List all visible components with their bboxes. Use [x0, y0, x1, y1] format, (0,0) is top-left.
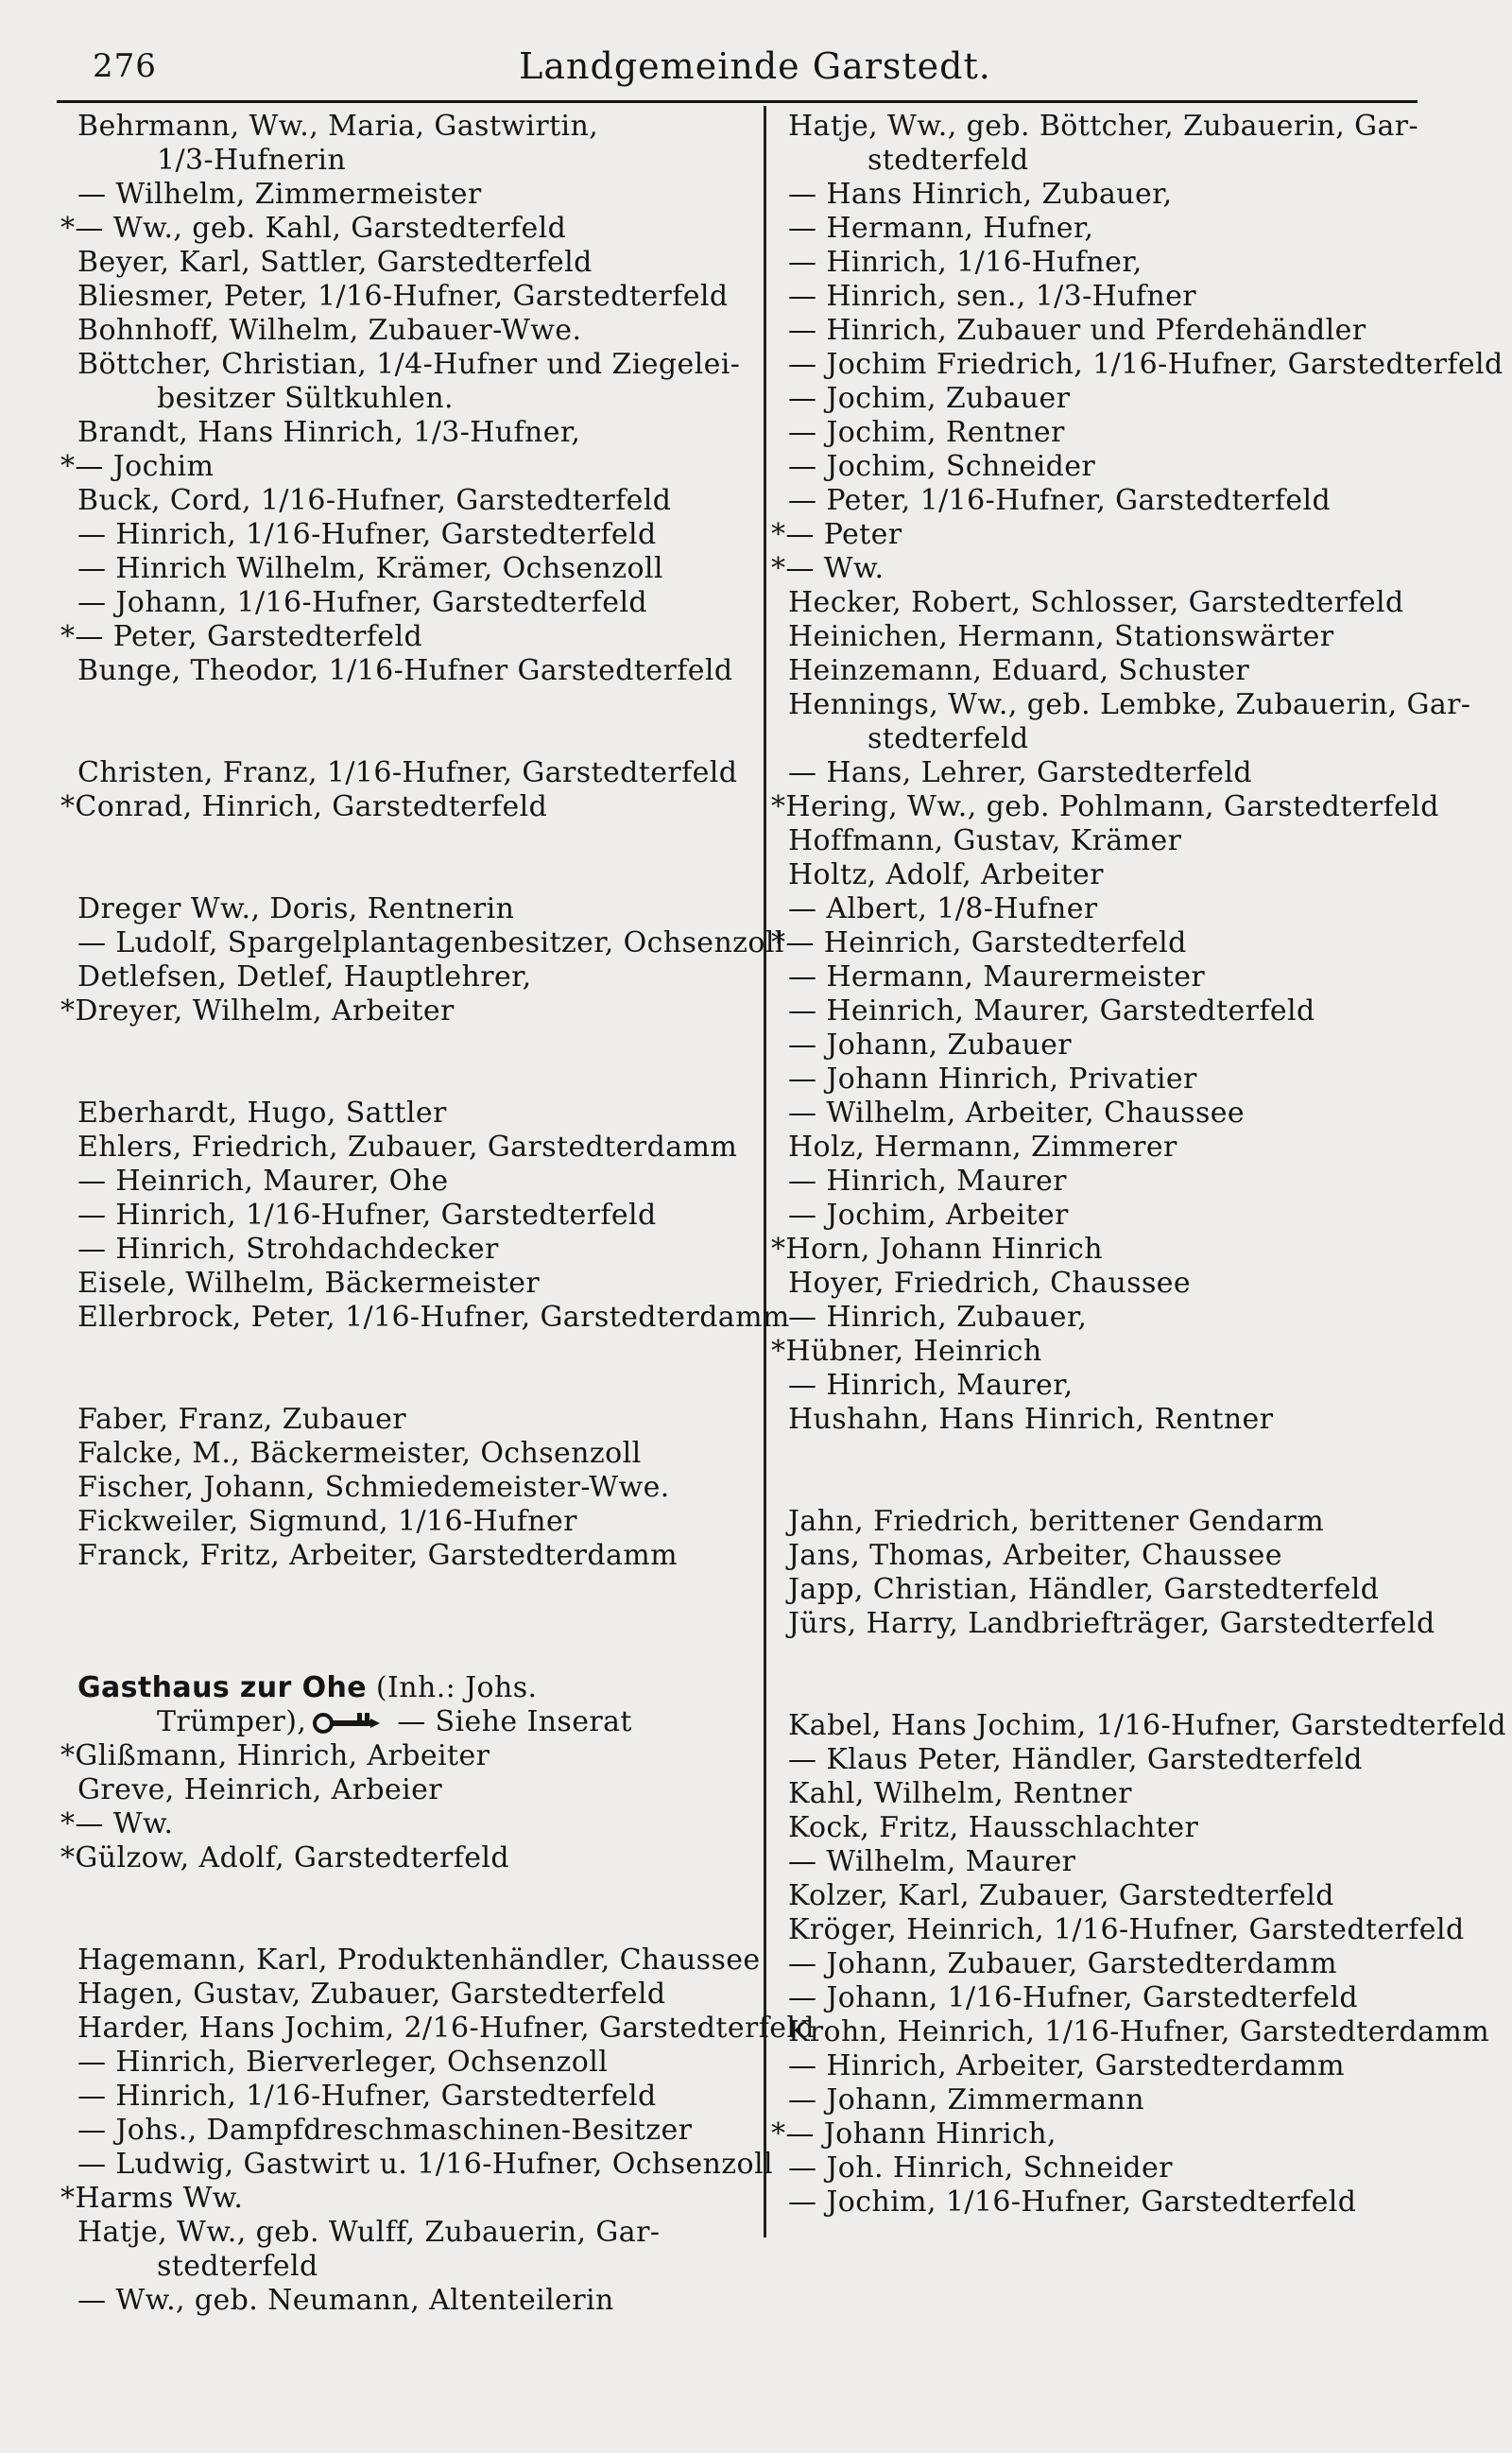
- directory-entry: [771, 552, 1450, 586]
- directory-entry: [60, 790, 748, 824]
- directory-entry: [788, 1811, 1450, 1845]
- section-gap: [77, 1573, 748, 1671]
- entry-text: *— Ww.: [771, 552, 885, 585]
- entry-text: — Hinrich, 1/16-Hufner, Garstedterfeld: [77, 1199, 657, 1232]
- entry-text: Jahn, Friedrich, berittener Gendarm: [788, 1505, 1325, 1538]
- directory-entry: [771, 1335, 1450, 1369]
- directory-entry: [771, 518, 1450, 552]
- directory-entry: [788, 1505, 1450, 1539]
- directory-entry: [77, 178, 748, 212]
- entry-text: Ellerbrock, Peter, 1/16-Hufner, Garstedterdamm: [77, 1301, 790, 1334]
- entry-text: Krohn, Heinrich, 1/16-Hufner, Garstedterdamm: [788, 2015, 1490, 2048]
- entry-text: — Ww., geb. Neumann, Altenteilerin: [77, 2284, 614, 2317]
- entry-text: — Albert, 1/8-Hufner: [788, 892, 1098, 925]
- entry-text: Fischer, Johann, Schmiedemeister-Wwe.: [77, 1471, 670, 1504]
- section-gap: [77, 1335, 748, 1403]
- entry-business-name: Gasthaus zur Ohe: [77, 1671, 367, 1704]
- directory-entry: [77, 1233, 748, 1267]
- directory-entry: [77, 1437, 748, 1471]
- entry-text: 1/3-Hufnerin: [157, 144, 347, 177]
- directory-entry: [60, 212, 748, 246]
- entry-text: — Hans, Lehrer, Garstedterfeld: [788, 756, 1252, 789]
- entry-text: Jans, Thomas, Arbeiter, Chaussee: [788, 1539, 1282, 1572]
- directory-entry: [77, 586, 748, 620]
- entry-text: *— Heinrich, Garstedterfeld: [771, 926, 1187, 959]
- directory-entry: [77, 1199, 748, 1233]
- directory-entry: [77, 348, 748, 382]
- directory-entry: [77, 2216, 748, 2250]
- entry-text: — Wilhelm, Zimmermeister: [77, 178, 482, 211]
- entry-text: — Jochim, Zubauer: [788, 382, 1071, 415]
- entry-text: Japp, Christian, Händler, Garstedterfeld: [788, 1573, 1380, 1606]
- entry-text: Ehlers, Friedrich, Zubauer, Garstedterdamm: [77, 1131, 738, 1164]
- entry-text: Eberhardt, Hugo, Sattler: [77, 1097, 447, 1130]
- entry-text: Jürs, Harry, Landbriefträger, Garstedterfeld: [788, 1607, 1435, 1640]
- directory-entry: [788, 1947, 1450, 1981]
- right-column: [771, 110, 1507, 2220]
- directory-entry: [788, 1845, 1450, 1879]
- directory-entry: [77, 2284, 748, 2318]
- section-gap: [77, 1875, 748, 1943]
- entry-text: *Glißmann, Hinrich, Arbeiter: [60, 1739, 490, 1772]
- entry-text: stedterfeld: [157, 2250, 318, 2283]
- directory-entry: [788, 1573, 1450, 1607]
- directory-entry: [77, 1131, 748, 1165]
- directory-entry: [77, 110, 748, 144]
- entry-text: — Jochim Friedrich, 1/16-Hufner, Garstedterfeld: [788, 348, 1503, 381]
- directory-entry: [77, 2046, 748, 2080]
- directory-entry: [60, 994, 748, 1028]
- directory-entry: [77, 552, 748, 586]
- entry-text: Beyer, Karl, Sattler, Garstedterfeld: [77, 246, 593, 279]
- directory-entry: [788, 144, 1450, 178]
- entry-text: — Hermann, Maurermeister: [788, 960, 1206, 993]
- entry-text: — Johann, 1/16-Hufner, Garstedterfeld: [788, 1981, 1359, 2014]
- directory-entry: [771, 2117, 1450, 2151]
- directory-entry: [77, 1671, 748, 1705]
- entry-text: Kahl, Wilhelm, Rentner: [788, 1777, 1132, 1810]
- entry-text: — Hinrich, 1/16-Hufner,: [788, 246, 1143, 279]
- directory-entry: [77, 892, 748, 926]
- entry-text: *Hering, Ww., geb. Pohlmann, Garstedterfeld: [771, 790, 1439, 823]
- entry-text: Falcke, M., Bäckermeister, Ochsenzoll: [77, 1437, 642, 1470]
- entry-text: Hagen, Gustav, Zubauer, Garstedterfeld: [77, 1978, 666, 2011]
- directory-entry: [77, 926, 784, 960]
- entry-text: *— Johann Hinrich,: [771, 2117, 1057, 2151]
- entry-text: Kolzer, Karl, Zubauer, Garstedterfeld: [788, 1879, 1334, 1912]
- entry-text: — Joh. Hinrich, Schneider: [788, 2151, 1173, 2185]
- entry-text: *Conrad, Hinrich, Garstedterfeld: [60, 790, 548, 823]
- entry-text: Eisele, Wilhelm, Bäckermeister: [77, 1267, 541, 1300]
- directory-entry: [77, 1165, 748, 1199]
- directory-entry: [788, 246, 1450, 280]
- left-column: [60, 110, 815, 2318]
- entry-text: — Johs., Dampfdreschmaschinen-Besitzer: [77, 2114, 693, 2147]
- directory-entry: [77, 1773, 748, 1807]
- entry-text: — Wilhelm, Arbeiter, Chaussee: [788, 1097, 1246, 1130]
- directory-entry: [77, 1097, 748, 1131]
- directory-entry: [77, 1705, 748, 1739]
- entry-text: *— Peter, Garstedterfeld: [60, 620, 423, 653]
- entry-text: Bohnhoff, Wilhelm, Zubauer-Wwe.: [77, 314, 582, 347]
- entry-text: — Peter, 1/16-Hufner, Garstedterfeld: [788, 484, 1332, 517]
- column-divider: [764, 106, 766, 2237]
- entry-text: Brandt, Hans Hinrich, 1/3-Hufner,: [77, 416, 581, 449]
- page-number: 276: [93, 47, 157, 85]
- entry-text: Harder, Hans Jochim, 2/16-Hufner, Garstedterfeld: [77, 2012, 815, 2045]
- directory-entry: [771, 790, 1450, 824]
- entry-text: Hoffmann, Gustav, Krämer: [788, 824, 1182, 857]
- entry-text: Hushahn, Hans Hinrich, Rentner: [788, 1403, 1274, 1436]
- directory-entry: [788, 212, 1450, 246]
- entry-text: — Johann, Zubauer, Garstedterdamm: [788, 1947, 1337, 1980]
- directory-entry: [788, 1062, 1450, 1097]
- entry-text: — Johann, Zimmermann: [788, 2083, 1144, 2116]
- directory-entry: [788, 1301, 1450, 1335]
- entry-text: Holtz, Adolf, Arbeiter: [788, 858, 1104, 891]
- directory-entry: [788, 450, 1450, 484]
- directory-entry: [788, 722, 1450, 756]
- directory-entry: [788, 348, 1503, 382]
- directory-entry: [788, 654, 1450, 688]
- directory-entry: [788, 1539, 1450, 1573]
- entry-text: — Hans Hinrich, Zubauer,: [788, 178, 1173, 211]
- directory-entry: [788, 586, 1450, 620]
- entry-text: — Ludwig, Gastwirt u. 1/16-Hufner, Ochsenzoll: [77, 2148, 773, 2181]
- directory-entry: [788, 1131, 1450, 1165]
- entry-text: Bunge, Theodor, 1/16-Hufner Garstedterfeld: [77, 654, 733, 687]
- entry-text: *Horn, Johann Hinrich: [771, 1233, 1103, 1266]
- entry-reference: — Siehe Inserat: [387, 1705, 632, 1738]
- directory-entry: [788, 620, 1450, 654]
- directory-entry: [788, 2083, 1450, 2117]
- entry-text: (Inh.: Johs.: [367, 1671, 538, 1704]
- entry-text: — Jochim, Arbeiter: [788, 1199, 1069, 1232]
- directory-entry: [77, 1978, 748, 2012]
- entry-text: — Klaus Peter, Händler, Garstedterfeld: [788, 1743, 1363, 1776]
- directory-entry: [77, 1403, 748, 1437]
- directory-entry: [788, 382, 1450, 416]
- entry-text: — Hinrich, Zubauer,: [788, 1301, 1088, 1334]
- entry-text: — Hinrich, Strohdachdecker: [77, 1233, 499, 1266]
- entry-text: Kröger, Heinrich, 1/16-Hufner, Garstedterfeld: [788, 1913, 1465, 1946]
- section-gap: [788, 1641, 1450, 1709]
- directory-entry: [788, 1607, 1450, 1641]
- entry-text: Hennings, Ww., geb. Lembke, Zubauerin, Gar-: [788, 688, 1471, 721]
- directory-entry: [77, 144, 748, 178]
- section-gap: [77, 824, 748, 892]
- directory-entry: [60, 1841, 748, 1875]
- directory-entry: [77, 246, 748, 280]
- pointing-key-icon: [312, 1711, 382, 1736]
- directory-entry: [788, 960, 1450, 994]
- directory-entry: [788, 892, 1450, 926]
- directory-entry: [771, 1233, 1450, 1267]
- entry-text: Faber, Franz, Zubauer: [77, 1403, 407, 1436]
- entry-text: — Johann, Zubauer: [788, 1028, 1073, 1062]
- directory-entry: [77, 1539, 748, 1573]
- entry-text: stedterfeld: [868, 144, 1029, 177]
- entry-text: Hatje, Ww., geb. Böttcher, Zubauerin, Gar-: [788, 110, 1419, 143]
- directory-entry: [788, 1743, 1450, 1777]
- entry-text: *Gülzow, Adolf, Garstedterfeld: [60, 1841, 509, 1874]
- directory-entry: [771, 926, 1450, 960]
- directory-entry: [77, 1471, 748, 1505]
- directory-entry: [788, 1913, 1465, 1947]
- entry-text: Hoyer, Friedrich, Chaussee: [788, 1267, 1192, 1300]
- entry-text: — Heinrich, Maurer, Ohe: [77, 1165, 449, 1198]
- entry-text: Heinzemann, Eduard, Schuster: [788, 654, 1250, 687]
- directory-entry: [77, 2114, 748, 2148]
- directory-entry: [788, 2049, 1450, 2083]
- entry-text: — Ludolf, Spargelplantagenbesitzer, Ochsenzoll: [77, 926, 784, 959]
- entry-text: Kock, Fritz, Hausschlachter: [788, 1811, 1199, 1844]
- directory-entry: [788, 756, 1450, 790]
- directory-entry: [60, 2182, 748, 2216]
- section-gap: [77, 688, 748, 756]
- directory-entry: [77, 314, 748, 348]
- entry-text: Fickweiler, Sigmund, 1/16-Hufner: [77, 1505, 577, 1538]
- directory-entry: [788, 858, 1450, 892]
- entry-text: *Harms Ww.: [60, 2182, 244, 2215]
- directory-entry: [788, 178, 1450, 212]
- directory-entry: [77, 1943, 761, 1978]
- directory-entry: [788, 2015, 1490, 2049]
- entry-text: Hecker, Robert, Schlosser, Garstedterfeld: [788, 586, 1404, 619]
- header-rule: [57, 100, 1418, 103]
- directory-entry: [788, 280, 1450, 314]
- entry-text: Franck, Fritz, Arbeiter, Garstedterdamm: [77, 1539, 678, 1572]
- directory-entry: [77, 756, 748, 790]
- entry-text: — Hermann, Hufner,: [788, 212, 1094, 245]
- directory-entry: [788, 110, 1450, 144]
- entry-text: Heinichen, Hermann, Stationswärter: [788, 620, 1334, 653]
- entry-text: *— Ww., geb. Kahl, Garstedterfeld: [60, 212, 567, 245]
- directory-entry: [788, 824, 1450, 858]
- entry-text: — Hinrich, Bierverleger, Ochsenzoll: [77, 2046, 609, 2079]
- directory-entry: [788, 2185, 1450, 2220]
- entry-text: — Jochim, Rentner: [788, 416, 1065, 449]
- directory-entry: [788, 1097, 1450, 1131]
- directory-entry: [77, 2080, 748, 2114]
- directory-entry: [77, 1301, 790, 1335]
- entry-text: — Hinrich, Zubauer und Pferdehändler: [788, 314, 1366, 347]
- entry-text: — Heinrich, Maurer, Garstedterfeld: [788, 994, 1315, 1028]
- directory-entry: [77, 2012, 815, 2046]
- directory-entry: [788, 1879, 1450, 1913]
- directory-entry: [788, 1777, 1450, 1811]
- entry-text: *Dreyer, Wilhelm, Arbeiter: [60, 994, 455, 1028]
- directory-entry: [60, 1807, 748, 1841]
- entry-text: — Hinrich, 1/16-Hufner, Garstedterfeld: [77, 2080, 657, 2113]
- page-title: Landgemeinde Garstedt.: [519, 45, 991, 87]
- directory-entry: [788, 1028, 1450, 1062]
- directory-entry: [788, 416, 1450, 450]
- directory-entry: [788, 1709, 1507, 1743]
- entry-text: besitzer Sültkuhlen.: [157, 382, 454, 415]
- entry-text: — Hinrich, Maurer: [788, 1165, 1067, 1198]
- entry-text: *— Jochim: [60, 450, 215, 483]
- directory-entry: [60, 450, 748, 484]
- directory-entry: [788, 1267, 1450, 1301]
- entry-text: Behrmann, Ww., Maria, Gastwirtin,: [77, 110, 599, 143]
- entry-text: Buck, Cord, 1/16-Hufner, Garstedterfeld: [77, 484, 672, 517]
- directory-entry: [788, 1199, 1450, 1233]
- entry-text: Bliesmer, Peter, 1/16-Hufner, Garstedterfeld: [77, 280, 729, 313]
- entry-text: — Hinrich, Arbeiter, Garstedterdamm: [788, 2049, 1345, 2082]
- directory-entry: [77, 518, 748, 552]
- directory-entry: [77, 382, 748, 416]
- directory-entry: [77, 654, 748, 688]
- directory-entry: [77, 1267, 748, 1301]
- directory-entry: [77, 416, 748, 450]
- entry-text: — Hinrich Wilhelm, Krämer, Ochsenzoll: [77, 552, 663, 585]
- entry-text: stedterfeld: [868, 722, 1029, 755]
- entry-text: Greve, Heinrich, Arbeier: [77, 1773, 443, 1806]
- entry-text: Kabel, Hans Jochim, 1/16-Hufner, Garstedterfeld: [788, 1709, 1507, 1742]
- directory-entry: [77, 484, 748, 518]
- entry-text: Dreger Ww., Doris, Rentnerin: [77, 892, 515, 925]
- entry-text: — Jochim, 1/16-Hufner, Garstedterfeld: [788, 2185, 1357, 2219]
- entry-text: *— Peter: [771, 518, 902, 551]
- entry-text: Hagemann, Karl, Produktenhändler, Chaussee: [77, 1943, 761, 1977]
- directory-entry: [788, 314, 1450, 348]
- entry-text: Detlefsen, Detlef, Hauptlehrer,: [77, 960, 532, 993]
- directory-entry: [788, 1369, 1450, 1403]
- directory-entry: [788, 688, 1471, 722]
- directory-entry: [77, 960, 748, 994]
- directory-entry: [77, 280, 748, 314]
- directory-entry: [788, 2151, 1450, 2185]
- entry-text: — Hinrich, Maurer,: [788, 1369, 1074, 1402]
- directory-entry: [788, 1981, 1450, 2015]
- directory-entry: [60, 1739, 748, 1773]
- directory-entry: [60, 620, 748, 654]
- entry-text: Böttcher, Christian, 1/4-Hufner und Ziegelei-: [77, 348, 741, 381]
- page-header: [93, 42, 1418, 98]
- section-gap: [77, 1028, 748, 1097]
- directory-entry: [788, 1403, 1450, 1437]
- entry-text: *Hübner, Heinrich: [771, 1335, 1042, 1368]
- entry-text: — Johann Hinrich, Privatier: [788, 1062, 1197, 1096]
- directory-entry: [788, 994, 1450, 1028]
- entry-text: — Johann, 1/16-Hufner, Garstedterfeld: [77, 586, 648, 619]
- entry-text: Holz, Hermann, Zimmerer: [788, 1131, 1177, 1164]
- entry-text: *— Ww.: [60, 1807, 174, 1840]
- directory-entry: [77, 1505, 748, 1539]
- directory-entry: [788, 1165, 1450, 1199]
- entry-text: — Hinrich, 1/16-Hufner, Garstedterfeld: [77, 518, 657, 551]
- entry-text: — Hinrich, sen., 1/3-Hufner: [788, 280, 1197, 313]
- entry-text: — Jochim, Schneider: [788, 450, 1096, 483]
- entry-text: Hatje, Ww., geb. Wulff, Zubauerin, Gar-: [77, 2216, 661, 2249]
- directory-entry: [77, 2250, 748, 2284]
- section-gap: [788, 1437, 1450, 1505]
- directory-entry: [788, 484, 1450, 518]
- entry-text: Christen, Franz, 1/16-Hufner, Garstedterfeld: [77, 756, 738, 789]
- entry-text: Trümper),: [157, 1705, 307, 1738]
- entry-text: — Wilhelm, Maurer: [788, 1845, 1076, 1878]
- directory-entry: [77, 2148, 773, 2182]
